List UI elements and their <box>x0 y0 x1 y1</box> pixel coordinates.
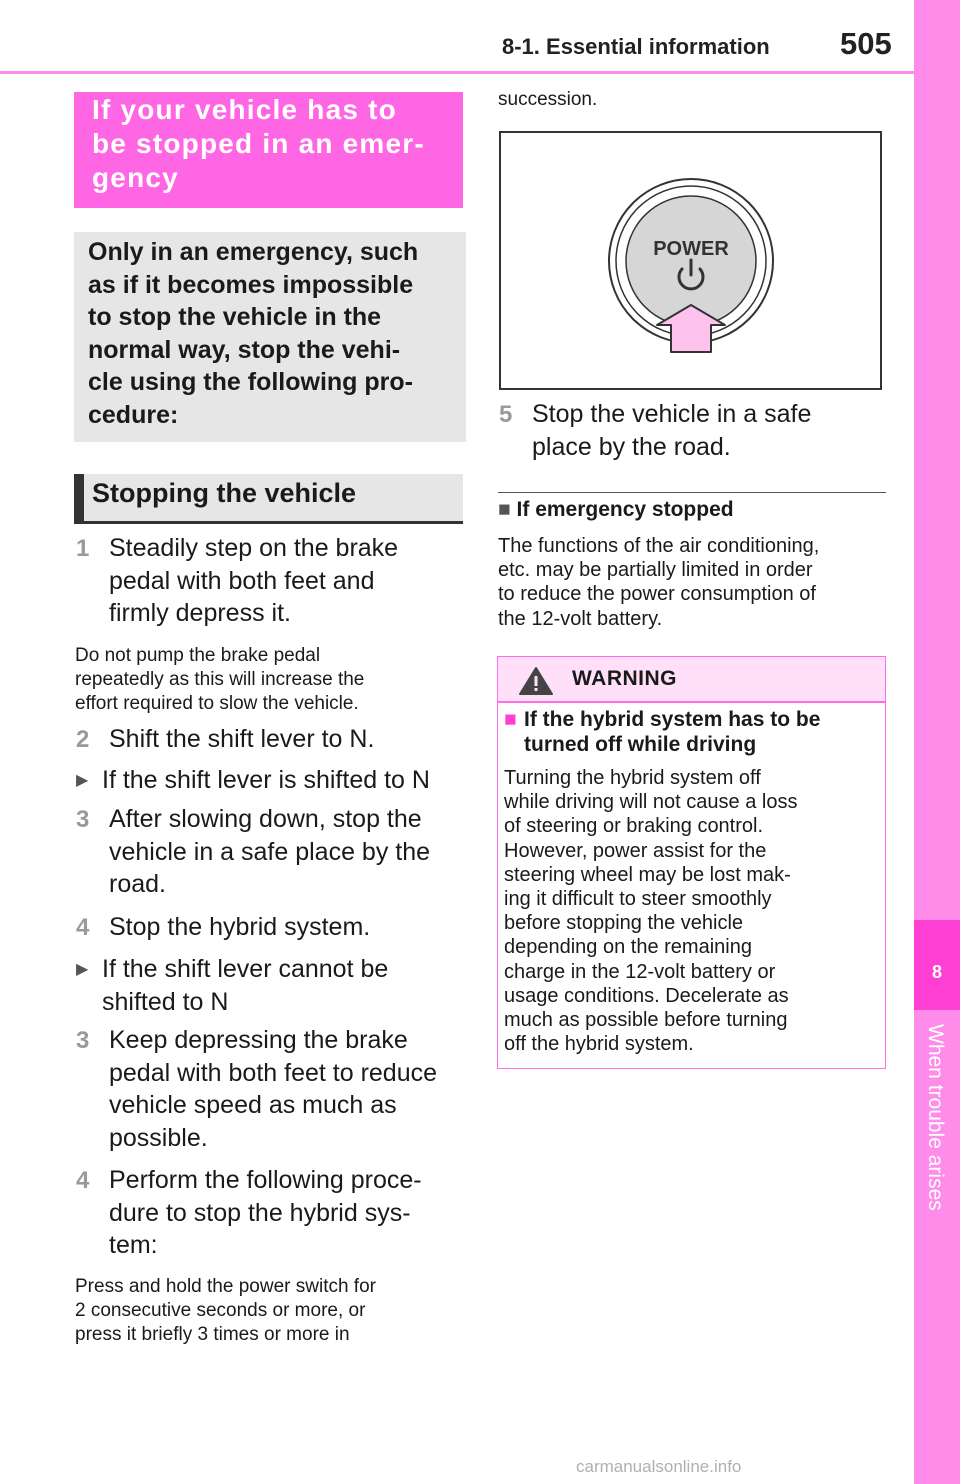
note-line: Press and hold the power switch for <box>75 1276 376 1297</box>
header-rule <box>0 71 914 74</box>
chapter-side-tab <box>914 0 960 1484</box>
warning-body-line: much as possible before turning <box>504 1009 788 1032</box>
intro-line: Only in an emergency, such <box>88 238 419 266</box>
triangle-bullet-icon: ▶ <box>76 961 89 978</box>
step-line: vehicle in a safe place by the <box>109 837 431 866</box>
step-line: firmly depress it. <box>109 599 291 628</box>
warning-body-line: steering wheel may be lost mak- <box>504 863 791 886</box>
warning-body-line: of steering or braking control. <box>504 815 764 838</box>
note-line: press it briefly 3 times or more in <box>75 1324 350 1346</box>
warning-body-line: charge in the 12-volt battery or <box>504 960 776 983</box>
note-line: effort required to slow the vehicle. <box>75 693 359 715</box>
square-bullet-icon: ■ <box>504 708 517 731</box>
warning-subtitle-text: If the hybrid system has to be <box>524 708 821 731</box>
step-line: After slowing down, stop the <box>109 805 422 833</box>
emergency-heading-line: If your vehicle has to <box>92 94 397 125</box>
case-line: If the shift lever is shifted to N <box>102 766 430 794</box>
step-number: 3 <box>76 1027 90 1054</box>
step-line: Steadily step on the brake <box>109 534 399 562</box>
note-line: 2 consecutive seconds or more, or <box>75 1300 366 1322</box>
emergency-stopped-title: If emergency stopped <box>516 498 734 521</box>
note-line: repeatedly as this will increase the <box>75 669 365 691</box>
step-line: Keep depressing the brake <box>109 1026 408 1054</box>
step-5-text <box>532 398 877 463</box>
body-line: The functions of the air conditioning, <box>498 535 820 557</box>
intro-text <box>88 236 458 432</box>
emergency-heading <box>92 93 458 195</box>
triangle-bullet-icon: ▶ <box>76 772 89 789</box>
step-line: vehicle speed as much as <box>109 1091 397 1120</box>
warning-subtitle <box>504 707 874 757</box>
warning-body <box>504 766 879 1056</box>
step-1-text <box>109 532 459 630</box>
step-number: 2 <box>76 726 90 753</box>
step-line: tem: <box>109 1231 158 1260</box>
step-2-text <box>109 723 459 756</box>
intro-line: to stop the vehicle in the <box>88 303 382 332</box>
stopping-heading-rule <box>74 521 463 524</box>
intro-line: cedure: <box>88 400 179 429</box>
body-line: to reduce the power consumption of <box>498 583 816 606</box>
step-line: pedal with both feet to reduce <box>109 1058 438 1087</box>
power-switch-drawing <box>501 133 880 388</box>
step-4a-text <box>109 911 459 944</box>
emergency-heading-line: be stopped in an emer- <box>92 128 425 159</box>
square-bullet-icon: ■ <box>498 498 511 521</box>
step-line: Perform the following proce- <box>109 1166 422 1194</box>
step-4b-note-continued: succession. <box>498 89 598 110</box>
warning-header-band <box>498 657 885 701</box>
case-b-text <box>102 953 462 1018</box>
step-line: Stop the hybrid system. <box>109 913 371 941</box>
warning-body-line: ing it difficult to steer smoothly <box>504 888 772 911</box>
warning-body-line: while driving will not cause a loss <box>504 791 798 814</box>
chapter-title: When trouble arises <box>924 1024 947 1211</box>
intro-line: cle using the following pro- <box>88 368 413 397</box>
warning-body-line: before stopping the vehicle <box>504 912 744 935</box>
warning-body-line: However, power assist for the <box>504 839 767 862</box>
warning-header-rule <box>498 701 885 703</box>
warning-body-line: Turning the hybrid system off <box>504 767 761 789</box>
intro-line: normal way, stop the vehi- <box>88 335 401 364</box>
case-a-text <box>102 764 462 797</box>
step-line: dure to stop the hybrid sys- <box>109 1198 411 1227</box>
note-line: Do not pump the brake pedal <box>75 645 321 666</box>
watermark: carmanualsonline.info <box>576 1457 742 1476</box>
step-1-note <box>75 644 465 717</box>
step-line: pedal with both feet and <box>109 566 375 595</box>
warning-body-line: off the hybrid system. <box>504 1033 694 1056</box>
step-3a-text <box>109 803 464 901</box>
step-line: possible. <box>109 1123 208 1152</box>
emergency-heading-line: gency <box>92 162 179 193</box>
stopping-heading: Stopping the vehicle <box>92 478 357 508</box>
step-4b-text <box>109 1164 464 1262</box>
step-3b-text <box>109 1024 464 1154</box>
emergency-stopped-body <box>498 534 888 631</box>
power-switch-illustration <box>499 131 882 390</box>
section-title: 8-1. Essential information <box>502 34 770 59</box>
warning-body-line: usage conditions. Decelerate as <box>504 984 789 1007</box>
warning-label: WARNING <box>572 667 677 690</box>
warning-subtitle-line: turned off while driving <box>524 733 757 756</box>
step-line: Stop the vehicle in a safe <box>532 400 812 428</box>
body-line: the 12-volt battery. <box>498 607 663 630</box>
step-number: 4 <box>76 914 90 941</box>
step-number: 1 <box>76 535 90 562</box>
page-number: 505 <box>840 26 892 61</box>
body-line: etc. may be partially limited in order <box>498 559 813 582</box>
step-number: 3 <box>76 806 90 833</box>
case-line: If the shift lever cannot be <box>102 955 389 983</box>
step-line: Shift the shift lever to N. <box>109 725 375 753</box>
step-number: 5 <box>499 401 513 428</box>
case-line: shifted to N <box>102 987 229 1016</box>
step-line: place by the road. <box>532 432 731 461</box>
warning-triangle-icon <box>518 666 554 701</box>
step-4b-note <box>75 1275 465 1348</box>
intro-line: as if it becomes impossible <box>88 270 414 299</box>
section-divider <box>498 492 886 493</box>
chapter-number: 8 <box>931 962 942 982</box>
warning-body-line: depending on the remaining <box>504 936 752 959</box>
warning-subtitle-line <box>504 707 874 732</box>
step-line: road. <box>109 870 166 899</box>
step-number: 4 <box>76 1167 90 1194</box>
emergency-stopped-heading <box>498 498 734 522</box>
power-label: POWER <box>653 238 729 260</box>
